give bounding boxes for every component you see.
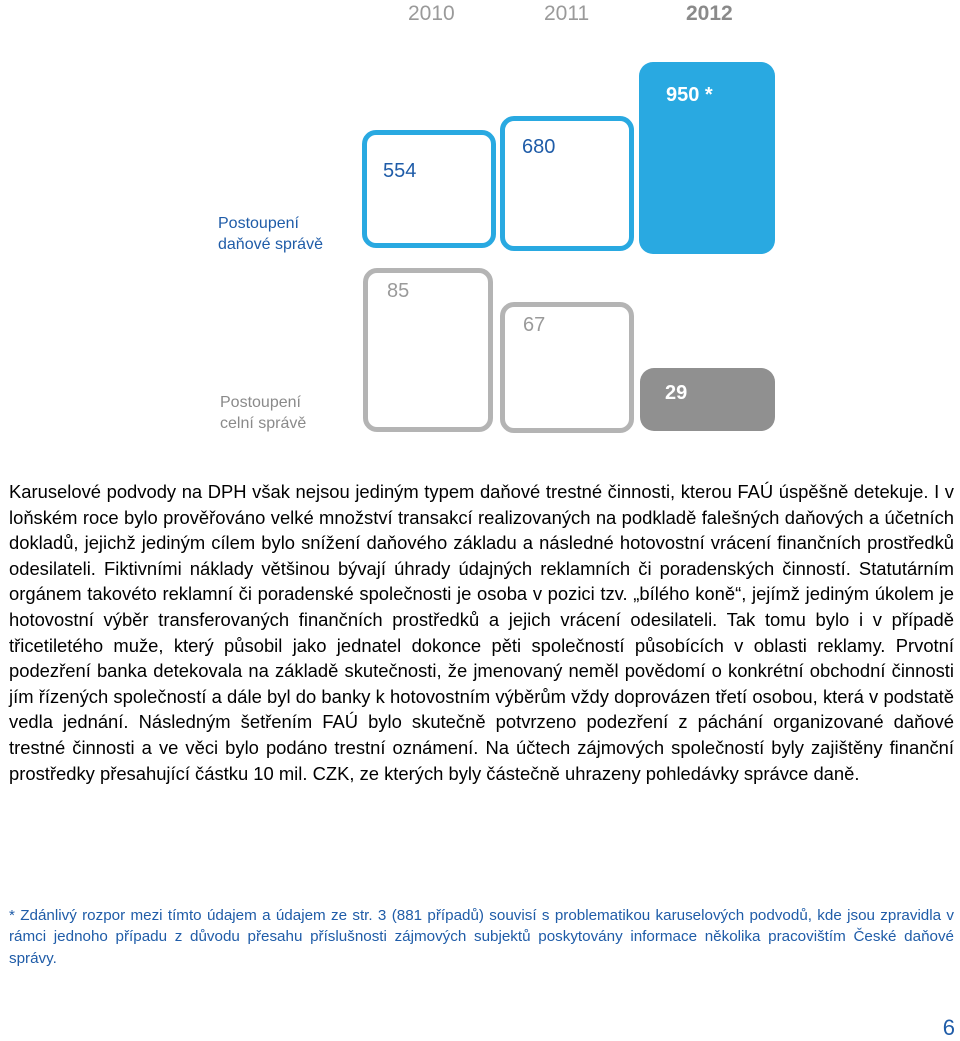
tax-bar-2011 <box>500 116 634 251</box>
footnote: * Zdánlivý rozpor mezi tímto údajem a údajem ze str. 3 (881 případů) souvisí s problematikou karuselových podvodů, kde jsou zpravidla v rámci jednoho případu z důvodu přesahu příslušnosti zájmových subjektů poskytovány informace několika pracovištím České daňové správy. <box>9 907 954 967</box>
tax-value-2012: 950 * <box>666 84 713 106</box>
customs-bar-2010 <box>363 268 493 432</box>
tax-value-2010: 554 <box>383 160 417 182</box>
customs-value-2010: 85 <box>387 280 410 302</box>
year-label-2012: 2012 <box>686 2 733 25</box>
customs-row-label-line2: celní správě <box>220 415 307 432</box>
body-paragraph: Karuselové podvody na DPH však nejsou jediným typem daňové trestné činnosti, kterou FAÚ úspěšně detekuje. I v loňském roce bylo prověřováno velké množství transakcí realizovaných na podkladě falešných daňových a účetních dokladů, jejichž jediným cílem bylo snížení daňového základu a následné hotovostní vrácení finančních prostředků odesilateli. Fiktivními náklady většinou bývají úhrady údajných reklamních či poradenských činností. Statutárním orgánem takovéto reklamní či poradenské společnosti je osoba v pozici tzv. „bílého koně“, jejímž jediným úkolem je hotovostní výběr transferovaných finančních prostředků a jejich vrácení odesilateli. Tak tomu bylo i v případě třicetiletého muže, který působil jako jednatel dokonce pěti společností působících v oblasti reklamy. Prvotní podezření banka detekovala na základě skutečnosti, že jmenovaný neměl povědomí o konkrétní obchodní činnosti jím řízených společností a dále byl do banky k hotovostním výběrům vždy doprovázen třetí osobou, která v podstatě vedla jednání. Následným šetřením FAÚ bylo skutečně potvrzeno podezření z páchání organizované daňové trestné činnosti a ve věci bylo podáno trestní oznámení. Na účtech zájmových společností byly zajištěny finanční prostředky přesahující částku 10 mil. CZK, ze kterých byly částečně uhrazeny pohledávky správce daně. <box>9 481 954 784</box>
customs-value-2012: 29 <box>665 382 688 404</box>
year-label-2010: 2010 <box>408 2 455 25</box>
customs-row-label-line1: Postoupení <box>220 394 301 411</box>
tax-bar-2010 <box>362 130 496 248</box>
customs-bar-2012 <box>640 368 775 431</box>
year-label-2011: 2011 <box>544 2 590 25</box>
tax-row-label-line1: Postoupení <box>218 215 299 232</box>
tax-row-label <box>218 213 323 255</box>
customs-row-label <box>220 392 306 434</box>
customs-bar-2011 <box>500 302 634 433</box>
page-number: 6 <box>942 1015 955 1040</box>
tax-value-2011: 680 <box>522 136 556 158</box>
tax-row-label-line2: daňové správě <box>218 236 323 253</box>
customs-value-2011: 67 <box>523 314 546 336</box>
